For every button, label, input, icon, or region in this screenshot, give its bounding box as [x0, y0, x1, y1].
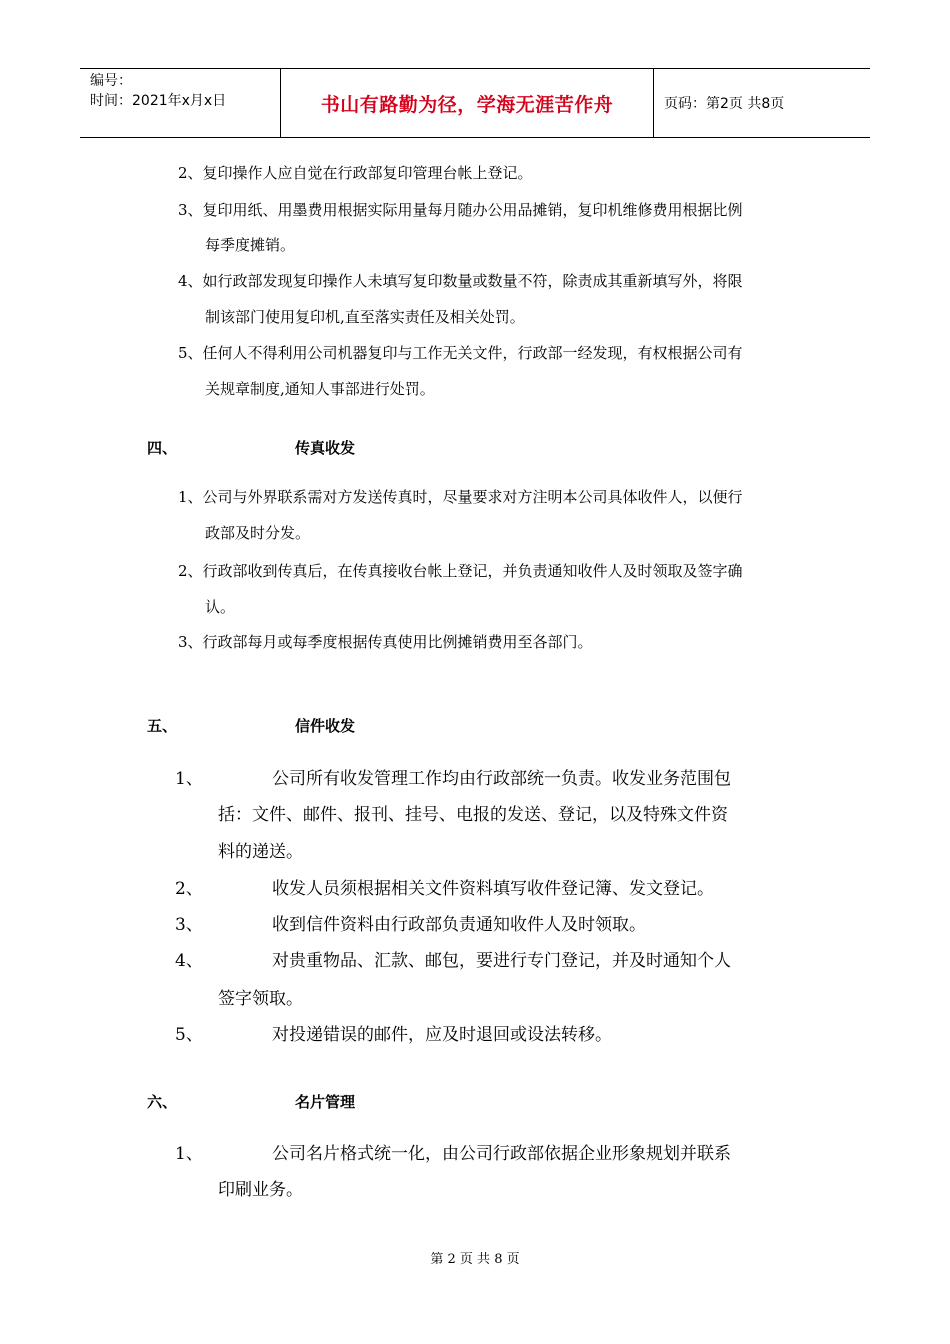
list-item-text: 公司所有收发管理工作均由行政部统一负责。收发业务范围包 [272, 769, 731, 789]
list-item-text: 对贵重物品、汇款、邮包，要进行专门登记，并及时通知个人 [272, 951, 731, 971]
list-item: 1、公司与外界联系需对方发送传真时，尽量要求对方注明本公司具体收件人，以便行 [178, 488, 743, 506]
list-item-number: 3、 [175, 915, 203, 935]
list-item-text: 收到信件资料由行政部负责通知收件人及时领取。 [272, 915, 646, 935]
list-item-continuation: 制该部门使用复印机,直至落实责任及相关处罚。 [205, 308, 525, 326]
list-item-number: 1、 [175, 1144, 203, 1164]
list-item-text: 对投递错误的邮件，应及时退回或设法转移。 [272, 1025, 612, 1045]
list-item-continuation: 签字领取。 [218, 989, 303, 1009]
header-meta [80, 69, 281, 137]
section-title: 传真收发 [295, 439, 356, 457]
page-header [80, 68, 870, 138]
list-item-continuation: 印刷业务。 [218, 1180, 303, 1200]
list-item-text: 收发人员须根据相关文件资料填写收件登记簿、发文登记。 [272, 879, 714, 899]
list-item-continuation: 每季度摊销。 [205, 236, 296, 254]
section-number: 四、 [147, 439, 178, 457]
list-item-continuation: 政部及时分发。 [205, 524, 311, 542]
section-title: 名片管理 [295, 1093, 356, 1111]
list-item-continuation: 关规章制度,通知人事部进行处罚。 [205, 380, 435, 398]
time-label: 时间：2021年x月x日 [90, 93, 227, 109]
number-label: 编号： [90, 73, 132, 89]
list-item-number: 4、 [175, 951, 203, 971]
list-item: 2、复印操作人应自觉在行政部复印管理台帐上登记。 [178, 164, 533, 182]
list-item-continuation: 料的递送。 [218, 842, 303, 862]
list-item: 3、行政部每月或每季度根据传真使用比例摊销费用至各部门。 [178, 633, 593, 651]
list-item: 4、如行政部发现复印操作人未填写复印数量或数量不符，除责成其重新填写外，将限 [178, 272, 743, 290]
list-item-text: 公司名片格式统一化，由公司行政部依据企业形象规划并联系 [272, 1144, 731, 1164]
list-item-number: 5、 [175, 1025, 203, 1045]
list-item-number: 2、 [175, 879, 203, 899]
list-item-continuation: 认。 [205, 598, 236, 616]
list-item: 3、复印用纸、用墨费用根据实际用量每月随办公用品摊销，复印机维修费用根据比例 [178, 201, 743, 219]
list-item-number: 1、 [175, 769, 203, 789]
page-footer: 第 2 页 共 8 页 [430, 1252, 520, 1267]
section-number: 六、 [147, 1093, 178, 1111]
section-title: 信件收发 [295, 717, 356, 735]
list-item-continuation: 括：文件、邮件、报刊、挂号、电报的发送、登记，以及特殊文件资 [218, 805, 728, 825]
header-motto: 书山有路勤为径，学海无涯苦作舟 [281, 69, 654, 137]
section-number: 五、 [147, 717, 178, 735]
list-item: 5、任何人不得利用公司机器复印与工作无关文件，行政部一经发现，有权根据公司有 [178, 344, 743, 362]
list-item: 2、行政部收到传真后，在传真接收台帐上登记，并负责通知收件人及时领取及签字确 [178, 562, 743, 580]
header-page-info: 页码：第2页 共8页 [664, 96, 785, 112]
